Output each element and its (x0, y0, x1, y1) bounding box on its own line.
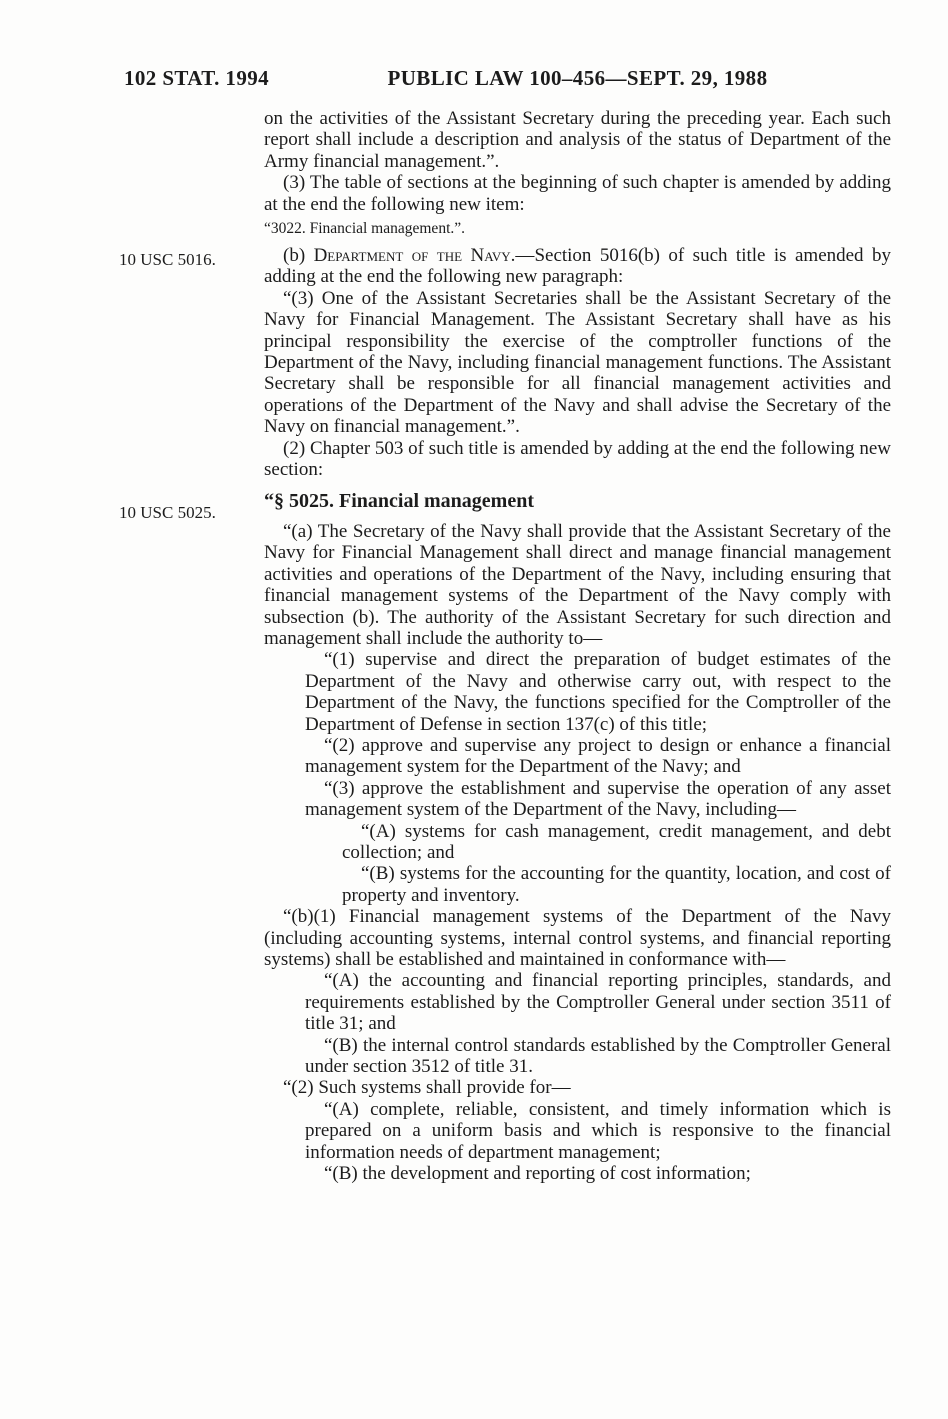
item-2-financial-management-system: “(2) approve and supervise any project to design or enhance a financial management system for the Department of the Navy; and (305, 734, 891, 778)
item-b1A-accounting-principles: “(A) the accounting and financial reporting principles, standards, and requirements established by the Comptroller General under section 3511 of title 31; and (305, 970, 891, 1035)
section-heading-5025: “§ 5025. Financial management (264, 489, 534, 512)
body-column (264, 108, 891, 1185)
item-3-asset-management-system: “(3) approve the establishment and supervise the operation of any asset management system of the Department of the Navy, including— (305, 777, 891, 821)
item-b2A-timely-information: “(A) complete, reliable, consistent, and timely information which is prepared on a uniform basis and which is responsive to the financial information needs of department management; (305, 1098, 891, 1163)
item-b2B-cost-information: “(B) the development and reporting of cost information; (324, 1163, 751, 1185)
paragraph-table-of-sections: (3) The table of sections at the beginning of such chapter is amended by adding at the end the following new item: (264, 172, 891, 215)
item-3B-accounting-systems: “(B) systems for the accounting for the quantity, location, and cost of property and inventory. (342, 863, 891, 906)
item-b1B-internal-control-standards: “(B) the internal control standards established by the Comptroller General under section 3512 of title 31. (305, 1034, 891, 1078)
subsection-b-label: (b) (283, 245, 314, 267)
margin-note-10-usc-5016: 10 USC 5016. (119, 250, 216, 269)
item-3A-cash-management-systems: “(A) systems for cash management, credit management, and debt collection; and (342, 820, 891, 863)
paragraph-army-report-continuation: on the activities of the Assistant Secretary during the preceding year. Each such report shall include a description and analysis of the status of Department of the Army financial management.”. (264, 108, 891, 172)
page-number-stat: 102 STAT. 1994 (124, 66, 270, 90)
paragraph-b2-such-systems: “(2) Such systems shall provide for— (283, 1077, 571, 1099)
law-title-header: PUBLIC LAW 100–456—SEPT. 29, 1988 (387, 66, 768, 90)
item-1-budget-estimates: “(1) supervise and direct the preparation of budget estimates of the Department of the Navy and otherwise carry out, with respect to the Department of the Navy, the functions specified for the Comptroller of the Department of Defense in section 137(c) of this title; (305, 649, 891, 735)
paragraph-assistant-secretary-navy: “(3) One of the Assistant Secretaries shall be the Assistant Secretary of the Navy for Financial Management. The Assistant Secretary shall have as his principal responsibility the exercise of the comptroller functions of the Department of the Navy, including financial management functions. The Assistant Secretary shall be responsible for all financial management activities and operations of the Department of the Navy and shall advise the Secretary of the Navy on financial management.”. (264, 287, 891, 438)
subsection-b-smallcaps-title: Department of the Navy.— (313, 245, 535, 267)
paragraph-5025-subsection-a: “(a) The Secretary of the Navy shall provide that the Assistant Secretary of the Navy for Financial Management shall direct and manage financial management activities and operations of the Department of the Navy, including ensuring that financial management systems of the Department of the Navy comply with subsection (b). The authority of the Assistant Secretary for such direction and management shall include the authority to— (264, 520, 891, 649)
margin-note-10-usc-5025: 10 USC 5025. (119, 503, 216, 522)
table-item-3022: “3022. Financial management.”. (264, 220, 466, 238)
paragraph-5025-subsection-b1: “(b)(1) Financial management systems of the Department of the Navy (including accounting systems, internal control systems, and financial reporting systems) shall be established and maintained in conformance with— (264, 906, 891, 971)
paragraph-subsection-b-navy (264, 245, 891, 288)
paragraph-chapter-503: (2) Chapter 503 of such title is amended by adding at the end the following new section: (264, 437, 891, 481)
subsection-b-text: Section 5016(b) of such title is amended by adding at the end the following new paragraph: (264, 245, 891, 288)
